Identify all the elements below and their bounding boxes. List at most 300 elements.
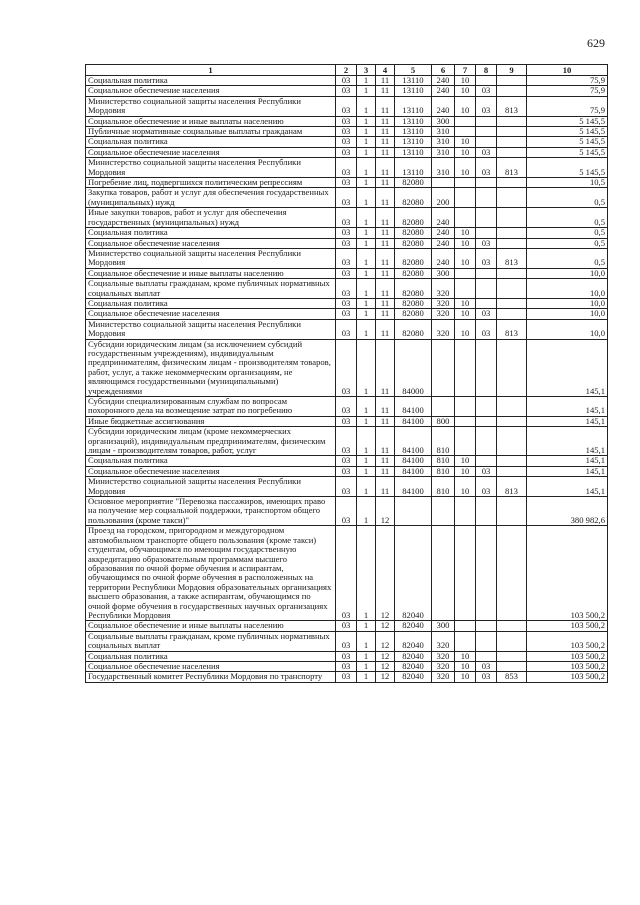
amount-value-cell: 5 145,5 (527, 147, 608, 157)
code-col-6-cell: 310 (432, 147, 455, 157)
code-col-7-cell (455, 188, 476, 208)
item-name-cell: Погребение лиц, подвергшихся политическим репрессиям (86, 178, 336, 188)
code-col-2-cell: 03 (336, 466, 357, 476)
code-col-6-cell: 320 (432, 651, 455, 661)
header-cell: 1 (86, 65, 336, 76)
code-col-6-cell: 800 (432, 416, 455, 426)
code-col-3-cell: 1 (357, 466, 376, 476)
code-col-2-cell: 03 (336, 298, 357, 308)
code-col-4-cell: 11 (376, 298, 395, 308)
code-col-4-cell: 11 (376, 188, 395, 208)
code-col-7-cell: 10 (455, 456, 476, 466)
code-col-8-cell (476, 127, 497, 137)
code-col-7-cell: 10 (455, 672, 476, 682)
code-col-6-cell: 300 (432, 621, 455, 631)
code-col-6-cell (432, 497, 455, 526)
amount-value-cell: 0,5 (527, 208, 608, 228)
header-cell: 6 (432, 65, 455, 76)
code-col-8-cell (476, 268, 497, 278)
code-col-5-cell: 82080 (395, 268, 432, 278)
amount-value-cell: 103 500,2 (527, 651, 608, 661)
amount-value-cell: 75,9 (527, 76, 608, 86)
item-name-cell: Субсидии юридическим лицам (за исключением субсидий государственным учреждениям), индивидуальным предпринимателям, физическим лицам - производителям товаров, работ, услуг, а также некоммерческим организациям, не являющимся государственными (муниципальными) учреждениями (86, 339, 336, 396)
code-col-5-cell: 13110 (395, 158, 432, 178)
table-row (86, 456, 608, 466)
item-name-cell: Социальное обеспечение и иные выплаты населению (86, 621, 336, 631)
code-col-3-cell: 1 (357, 651, 376, 661)
code-col-4-cell: 11 (376, 158, 395, 178)
item-name-cell: Социальная политика (86, 137, 336, 147)
code-col-6-cell: 320 (432, 319, 455, 339)
code-col-4-cell: 11 (376, 127, 395, 137)
code-col-3-cell: 1 (357, 631, 376, 651)
code-col-8-cell: 03 (476, 309, 497, 319)
table-row (86, 477, 608, 497)
code-col-9-cell: 853 (497, 672, 527, 682)
code-col-9-cell (497, 651, 527, 661)
code-col-6-cell: 310 (432, 137, 455, 147)
amount-value-cell: 145,1 (527, 397, 608, 417)
code-col-7-cell (455, 127, 476, 137)
code-col-5-cell: 82080 (395, 238, 432, 248)
table-row (86, 158, 608, 178)
item-name-cell: Основное мероприятие "Перевозка пассажиров, имеющих право на получение мер социальной поддержки, транспортом общего пользования (кроме такси)" (86, 497, 336, 526)
code-col-2-cell: 03 (336, 116, 357, 126)
code-col-3-cell: 1 (357, 416, 376, 426)
code-col-8-cell: 03 (476, 661, 497, 671)
table-row (86, 339, 608, 396)
code-col-5-cell: 82080 (395, 279, 432, 299)
code-col-2-cell: 03 (336, 86, 357, 96)
budget-table-container (85, 64, 607, 683)
code-col-9-cell (497, 397, 527, 417)
code-col-8-cell (476, 116, 497, 126)
code-col-7-cell: 10 (455, 147, 476, 157)
header-cell: 10 (527, 65, 608, 76)
code-col-2-cell: 03 (336, 309, 357, 319)
code-col-7-cell (455, 497, 476, 526)
code-col-8-cell (476, 178, 497, 188)
code-col-7-cell: 10 (455, 76, 476, 86)
code-col-7-cell: 10 (455, 137, 476, 147)
code-col-4-cell: 11 (376, 96, 395, 116)
code-col-9-cell: 813 (497, 158, 527, 178)
code-col-8-cell: 03 (476, 158, 497, 178)
code-col-3-cell: 1 (357, 248, 376, 268)
amount-value-cell: 0,5 (527, 188, 608, 208)
amount-value-cell: 103 500,2 (527, 631, 608, 651)
header-cell: 9 (497, 65, 527, 76)
amount-value-cell: 5 145,5 (527, 127, 608, 137)
amount-value-cell: 5 145,5 (527, 116, 608, 126)
code-col-7-cell (455, 208, 476, 228)
table-row (86, 466, 608, 476)
code-col-7-cell: 10 (455, 298, 476, 308)
code-col-2-cell: 03 (336, 268, 357, 278)
table-row (86, 96, 608, 116)
code-col-8-cell (476, 298, 497, 308)
code-col-5-cell: 13110 (395, 76, 432, 86)
code-col-7-cell (455, 427, 476, 456)
code-col-4-cell: 12 (376, 497, 395, 526)
code-col-4-cell: 12 (376, 621, 395, 631)
code-col-5-cell: 84100 (395, 397, 432, 417)
item-name-cell: Социальное обеспечение и иные выплаты населению (86, 116, 336, 126)
code-col-3-cell: 1 (357, 188, 376, 208)
code-col-4-cell: 11 (376, 86, 395, 96)
item-name-cell: Иные закупки товаров, работ и услуг для обеспечения государственных (муниципальных) нужд (86, 208, 336, 228)
code-col-3-cell: 1 (357, 76, 376, 86)
code-col-3-cell: 1 (357, 298, 376, 308)
code-col-5-cell: 82080 (395, 319, 432, 339)
code-col-9-cell (497, 208, 527, 228)
code-col-5-cell: 84100 (395, 427, 432, 456)
table-row (86, 248, 608, 268)
table-row (86, 672, 608, 682)
amount-value-cell: 10,0 (527, 309, 608, 319)
item-name-cell: Социальное обеспечение населения (86, 466, 336, 476)
code-col-5-cell: 82080 (395, 178, 432, 188)
code-col-8-cell (476, 188, 497, 208)
code-col-9-cell (497, 309, 527, 319)
code-col-2-cell: 03 (336, 456, 357, 466)
table-row (86, 116, 608, 126)
code-col-8-cell (476, 397, 497, 417)
code-col-4-cell: 11 (376, 248, 395, 268)
code-col-4-cell: 12 (376, 651, 395, 661)
code-col-5-cell: 82080 (395, 309, 432, 319)
code-col-7-cell (455, 116, 476, 126)
code-col-2-cell: 03 (336, 188, 357, 208)
code-col-6-cell: 320 (432, 672, 455, 682)
code-col-4-cell: 11 (376, 268, 395, 278)
item-name-cell: Публичные нормативные социальные выплаты гражданам (86, 127, 336, 137)
code-col-7-cell (455, 268, 476, 278)
code-col-2-cell: 03 (336, 397, 357, 417)
table-row (86, 86, 608, 96)
code-col-3-cell: 1 (357, 228, 376, 238)
code-col-6-cell: 810 (432, 477, 455, 497)
code-col-5-cell: 82040 (395, 672, 432, 682)
amount-value-cell: 145,1 (527, 466, 608, 476)
code-col-8-cell (476, 456, 497, 466)
code-col-9-cell (497, 76, 527, 86)
amount-value-cell: 380 982,6 (527, 497, 608, 526)
code-col-9-cell (497, 298, 527, 308)
code-col-3-cell: 1 (357, 137, 376, 147)
code-col-3-cell: 1 (357, 309, 376, 319)
code-col-8-cell (476, 76, 497, 86)
code-col-6-cell: 320 (432, 309, 455, 319)
amount-value-cell: 103 500,2 (527, 661, 608, 671)
code-col-2-cell: 03 (336, 427, 357, 456)
table-row (86, 427, 608, 456)
code-col-2-cell: 03 (336, 96, 357, 116)
code-col-2-cell: 03 (336, 238, 357, 248)
code-col-8-cell: 03 (476, 672, 497, 682)
code-col-8-cell (476, 416, 497, 426)
code-col-9-cell (497, 279, 527, 299)
code-col-7-cell (455, 621, 476, 631)
item-name-cell: Социальное обеспечение и иные выплаты населению (86, 268, 336, 278)
code-col-8-cell: 03 (476, 86, 497, 96)
code-col-6-cell: 320 (432, 279, 455, 299)
item-name-cell: Социальное обеспечение населения (86, 309, 336, 319)
code-col-2-cell: 03 (336, 339, 357, 396)
code-col-7-cell (455, 526, 476, 621)
code-col-5-cell: 84100 (395, 466, 432, 476)
code-col-2-cell: 03 (336, 672, 357, 682)
header-cell: 8 (476, 65, 497, 76)
code-col-4-cell: 11 (376, 208, 395, 228)
code-col-4-cell: 11 (376, 427, 395, 456)
code-col-8-cell: 03 (476, 96, 497, 116)
code-col-8-cell: 03 (476, 248, 497, 268)
item-name-cell: Министерство социальной защиты населения Республики Мордовия (86, 477, 336, 497)
code-col-6-cell: 320 (432, 661, 455, 671)
code-col-9-cell (497, 456, 527, 466)
item-name-cell: Социальные выплаты гражданам, кроме публичных нормативных социальных выплат (86, 631, 336, 651)
code-col-2-cell: 03 (336, 76, 357, 86)
header-cell: 2 (336, 65, 357, 76)
code-col-7-cell: 10 (455, 228, 476, 238)
code-col-7-cell: 10 (455, 96, 476, 116)
code-col-7-cell: 10 (455, 158, 476, 178)
code-col-5-cell (395, 497, 432, 526)
item-name-cell: Социальное обеспечение населения (86, 86, 336, 96)
table-row (86, 526, 608, 621)
code-col-9-cell (497, 268, 527, 278)
code-col-2-cell: 03 (336, 127, 357, 137)
code-col-4-cell: 11 (376, 228, 395, 238)
code-col-3-cell: 1 (357, 526, 376, 621)
code-col-6-cell (432, 339, 455, 396)
item-name-cell: Министерство социальной защиты населения Республики Мордовия (86, 248, 336, 268)
code-col-8-cell (476, 427, 497, 456)
page-number: 629 (587, 36, 605, 50)
item-name-cell: Государственный комитет Республики Мордовия по транспорту (86, 672, 336, 682)
code-col-9-cell (497, 621, 527, 631)
table-row (86, 279, 608, 299)
code-col-5-cell: 82040 (395, 526, 432, 621)
code-col-7-cell (455, 339, 476, 396)
amount-value-cell: 103 500,2 (527, 672, 608, 682)
code-col-2-cell: 03 (336, 208, 357, 228)
budget-table (85, 64, 608, 683)
amount-value-cell: 103 500,2 (527, 621, 608, 631)
code-col-9-cell: 813 (497, 96, 527, 116)
code-col-5-cell: 84000 (395, 339, 432, 396)
code-col-5-cell: 82040 (395, 661, 432, 671)
code-col-2-cell: 03 (336, 416, 357, 426)
code-col-3-cell: 1 (357, 127, 376, 137)
table-row (86, 127, 608, 137)
table-row (86, 621, 608, 631)
code-col-2-cell: 03 (336, 477, 357, 497)
code-col-7-cell: 10 (455, 248, 476, 268)
amount-value-cell: 103 500,2 (527, 526, 608, 621)
header-cell: 3 (357, 65, 376, 76)
table-row (86, 208, 608, 228)
code-col-3-cell: 1 (357, 427, 376, 456)
code-col-6-cell: 240 (432, 248, 455, 268)
item-name-cell: Министерство социальной защиты населения Республики Мордовия (86, 319, 336, 339)
table-row (86, 178, 608, 188)
code-col-4-cell: 11 (376, 238, 395, 248)
code-col-6-cell: 240 (432, 76, 455, 86)
code-col-8-cell: 03 (476, 477, 497, 497)
code-col-8-cell (476, 339, 497, 396)
code-col-6-cell: 240 (432, 96, 455, 116)
code-col-7-cell (455, 416, 476, 426)
code-col-5-cell: 13110 (395, 116, 432, 126)
code-col-6-cell: 310 (432, 127, 455, 137)
code-col-4-cell: 11 (376, 319, 395, 339)
code-col-4-cell: 11 (376, 116, 395, 126)
code-col-3-cell: 1 (357, 661, 376, 671)
code-col-9-cell (497, 137, 527, 147)
code-col-9-cell (497, 147, 527, 157)
table-row (86, 319, 608, 339)
code-col-2-cell: 03 (336, 651, 357, 661)
code-col-3-cell: 1 (357, 178, 376, 188)
code-col-6-cell (432, 178, 455, 188)
code-col-4-cell: 12 (376, 631, 395, 651)
code-col-7-cell: 10 (455, 309, 476, 319)
code-col-3-cell: 1 (357, 116, 376, 126)
item-name-cell: Социальное обеспечение населения (86, 147, 336, 157)
code-col-2-cell: 03 (336, 497, 357, 526)
code-col-5-cell: 82080 (395, 228, 432, 238)
code-col-4-cell: 11 (376, 137, 395, 147)
item-name-cell: Социальные выплаты гражданам, кроме публичных нормативных социальных выплат (86, 279, 336, 299)
code-col-3-cell: 1 (357, 456, 376, 466)
code-col-4-cell: 11 (376, 309, 395, 319)
item-name-cell: Субсидии юридическим лицам (кроме некоммерческих организаций), индивидуальным предпринимателям, физическим лицам - производителям товаров, работ, услуг (86, 427, 336, 456)
amount-value-cell: 145,1 (527, 456, 608, 466)
item-name-cell: Социальная политика (86, 298, 336, 308)
item-name-cell: Социальная политика (86, 228, 336, 238)
item-name-cell: Социальная политика (86, 651, 336, 661)
code-col-2-cell: 03 (336, 319, 357, 339)
code-col-6-cell: 320 (432, 298, 455, 308)
code-col-9-cell (497, 631, 527, 651)
code-col-6-cell: 810 (432, 456, 455, 466)
table-row (86, 238, 608, 248)
amount-value-cell: 10,0 (527, 298, 608, 308)
table-row (86, 661, 608, 671)
code-col-8-cell (476, 651, 497, 661)
code-col-3-cell: 1 (357, 497, 376, 526)
code-col-7-cell: 10 (455, 651, 476, 661)
code-col-4-cell: 12 (376, 661, 395, 671)
code-col-4-cell: 11 (376, 456, 395, 466)
code-col-6-cell: 240 (432, 86, 455, 96)
code-col-8-cell: 03 (476, 147, 497, 157)
code-col-2-cell: 03 (336, 526, 357, 621)
code-col-2-cell: 03 (336, 661, 357, 671)
code-col-8-cell (476, 228, 497, 238)
code-col-6-cell: 310 (432, 158, 455, 178)
code-col-5-cell: 82080 (395, 248, 432, 268)
code-col-6-cell: 300 (432, 116, 455, 126)
code-col-9-cell: 813 (497, 319, 527, 339)
code-col-8-cell (476, 621, 497, 631)
code-col-7-cell (455, 397, 476, 417)
code-col-6-cell (432, 397, 455, 417)
code-col-4-cell: 11 (376, 477, 395, 497)
table-row (86, 497, 608, 526)
header-cell: 5 (395, 65, 432, 76)
code-col-3-cell: 1 (357, 339, 376, 396)
table-row (86, 228, 608, 238)
code-col-9-cell (497, 526, 527, 621)
code-col-5-cell: 84100 (395, 477, 432, 497)
code-col-3-cell: 1 (357, 397, 376, 417)
amount-value-cell: 10,0 (527, 319, 608, 339)
code-col-9-cell (497, 416, 527, 426)
code-col-2-cell: 03 (336, 147, 357, 157)
code-col-2-cell: 03 (336, 228, 357, 238)
amount-value-cell: 5 145,5 (527, 137, 608, 147)
table-row (86, 397, 608, 417)
code-col-8-cell (476, 631, 497, 651)
header-cell: 7 (455, 65, 476, 76)
code-col-7-cell (455, 178, 476, 188)
code-col-9-cell (497, 339, 527, 396)
code-col-9-cell: 813 (497, 248, 527, 268)
code-col-7-cell: 10 (455, 238, 476, 248)
code-col-5-cell: 82040 (395, 631, 432, 651)
amount-value-cell: 0,5 (527, 238, 608, 248)
item-name-cell: Социальная политика (86, 456, 336, 466)
code-col-6-cell (432, 526, 455, 621)
code-col-9-cell (497, 116, 527, 126)
code-col-9-cell (497, 466, 527, 476)
code-col-7-cell: 10 (455, 466, 476, 476)
code-col-6-cell: 810 (432, 427, 455, 456)
amount-value-cell: 145,1 (527, 427, 608, 456)
code-col-4-cell: 12 (376, 672, 395, 682)
table-row (86, 76, 608, 86)
item-name-cell: Социальное обеспечение населения (86, 661, 336, 671)
table-row (86, 188, 608, 208)
code-col-2-cell: 03 (336, 248, 357, 268)
item-name-cell: Министерство социальной защиты населения Республики Мордовия (86, 158, 336, 178)
code-col-3-cell: 1 (357, 238, 376, 248)
amount-value-cell: 145,1 (527, 477, 608, 497)
amount-value-cell: 10,0 (527, 279, 608, 299)
item-name-cell: Социальная политика (86, 76, 336, 86)
code-col-9-cell (497, 188, 527, 208)
code-col-4-cell: 11 (376, 416, 395, 426)
code-col-7-cell: 10 (455, 661, 476, 671)
code-col-9-cell (497, 238, 527, 248)
table-row (86, 631, 608, 651)
code-col-9-cell (497, 228, 527, 238)
code-col-6-cell: 240 (432, 208, 455, 228)
amount-value-cell: 0,5 (527, 248, 608, 268)
code-col-5-cell: 82080 (395, 188, 432, 208)
code-col-5-cell: 82040 (395, 651, 432, 661)
amount-value-cell: 10,5 (527, 178, 608, 188)
code-col-6-cell: 320 (432, 631, 455, 651)
code-col-4-cell: 11 (376, 466, 395, 476)
code-col-8-cell (476, 137, 497, 147)
code-col-2-cell: 03 (336, 178, 357, 188)
code-col-6-cell: 240 (432, 228, 455, 238)
code-col-9-cell: 813 (497, 477, 527, 497)
